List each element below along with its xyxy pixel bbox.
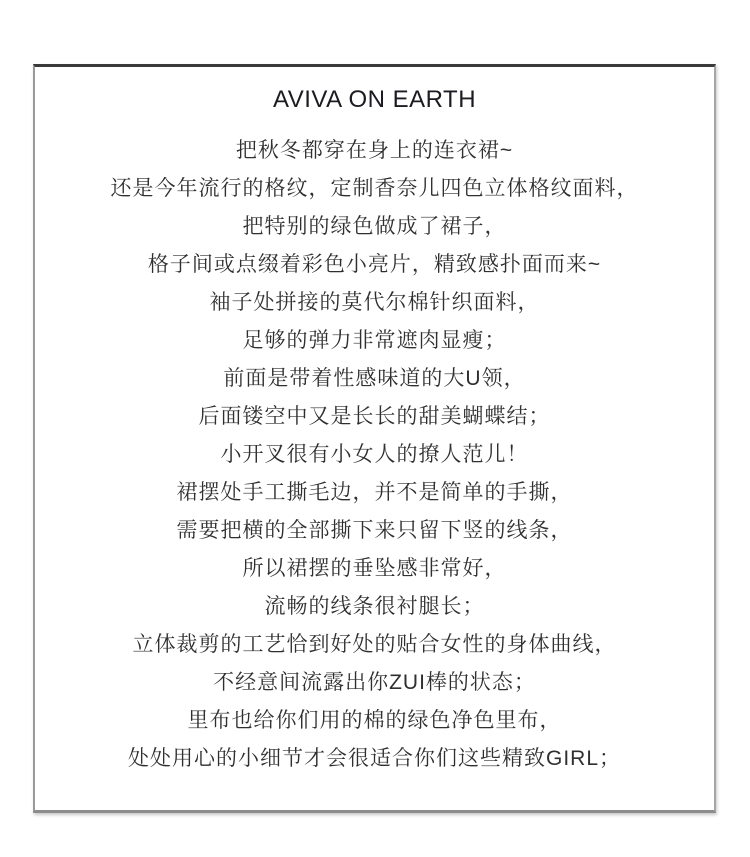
description-line: 足够的弹力非常遮肉显瘦； <box>242 329 507 352</box>
description-line: 里布也给你们用的棉的绿色净色里布， <box>187 709 562 732</box>
brand-title: AVIVA ON EARTH <box>272 86 477 113</box>
description-line: 还是今年流行的格纹，定制香奈儿四色立体格纹面料， <box>110 177 639 200</box>
description-line: 所以裙摆的垂坠感非常好， <box>242 557 507 580</box>
description-line: 流畅的线条很衬腿长； <box>264 595 485 618</box>
description-line: 把特别的绿色做成了裙子， <box>242 215 507 238</box>
description-line: 格子间或点缀着彩色小亮片，精致感扑面而来~ <box>147 253 602 276</box>
description-line: 后面镂空中又是长长的甜美蝴蝶结； <box>198 405 551 428</box>
description-line: 需要把横的全部撕下来只留下竖的线条， <box>176 519 573 542</box>
description-line: 不经意间流露出你ZUI棒的状态； <box>213 671 536 694</box>
description-line: 袖子处拼接的莫代尔棉针织面料， <box>209 291 540 314</box>
description-frame <box>33 64 716 813</box>
description-line: 立体裁剪的工艺恰到好处的贴合女性的身体曲线， <box>132 633 617 656</box>
product-description <box>35 132 714 778</box>
description-line: 小开叉很有小女人的撩人范儿！ <box>220 443 529 466</box>
description-line: 把秋冬都穿在身上的连衣裙~ <box>235 139 514 162</box>
description-line: 裙摆处手工撕毛边，并不是简单的手撕， <box>176 481 573 504</box>
description-line: 处处用心的小细节才会很适合你们这些精致GIRL； <box>127 747 621 770</box>
description-line: 前面是带着性感味道的大U领， <box>223 367 526 390</box>
